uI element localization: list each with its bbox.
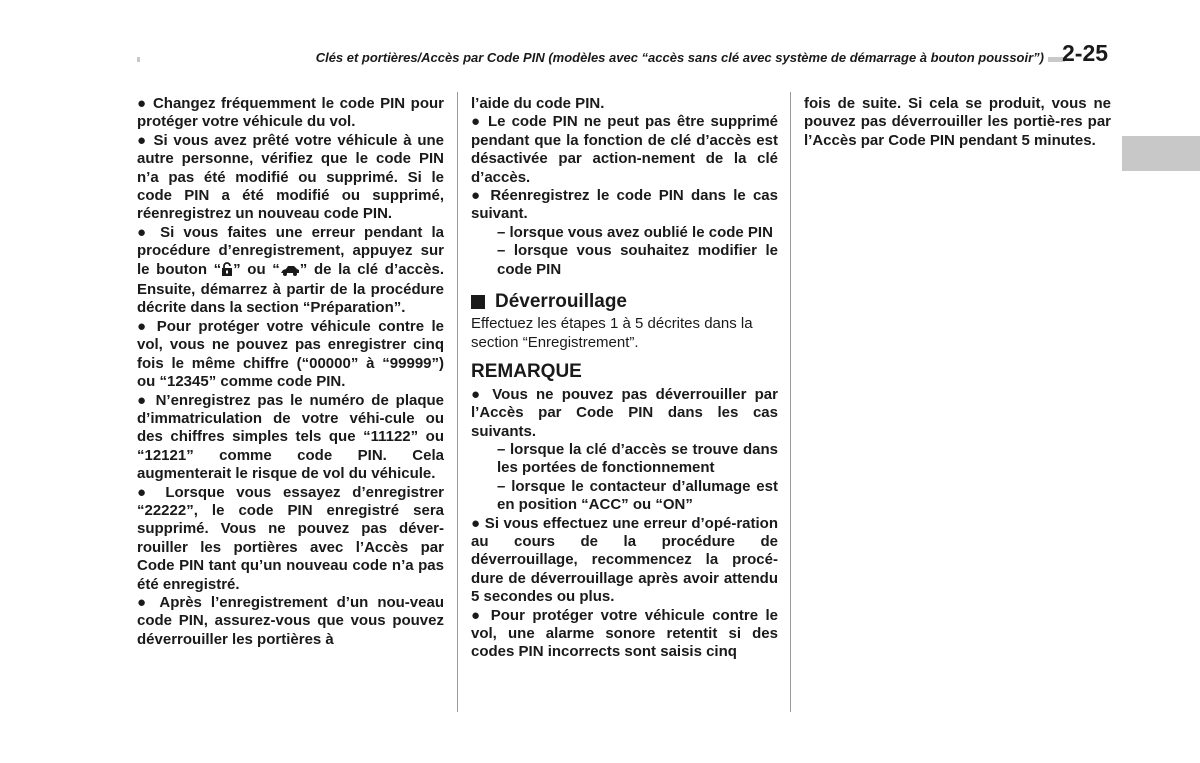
page-number: 2-25 — [1062, 40, 1109, 66]
column-2 — [471, 95, 778, 662]
header-title: Clés et portières/Accès par Code PIN (modèles avec “accès sans clé avec système de démarrage à bouton poussoir”) — [310, 50, 1048, 65]
bullet-error-text-b: ” ou “ — [233, 260, 280, 278]
bullet-cannot-unlock: ● Vous ne pouvez pas déverrouiller par l’Accès par Code PIN dans les cas suivants. — [471, 385, 778, 440]
section-title-text: Déverrouillage — [495, 291, 627, 313]
bullet-error-text-c: ” de la clé d’accès. Ensuite, démarrez à partir de la procédure décrite dans la section “Préparation”. — [137, 260, 444, 317]
sub-key-in-range: – lorsque la clé d’accès se trouve dans les portées de fonctionnement — [497, 440, 778, 477]
running-header — [140, 50, 1048, 65]
bullet-operation-error: ● Si vous effectuez une erreur d’opé-ration au cours de la procédure de déverrouillage, recommencez la procé-dure de déverrouillage après avoir attendu 5 secondes ou plus. — [471, 514, 778, 606]
continued-text: l’aide du code PIN. — [471, 95, 605, 112]
chapter-tab — [1122, 136, 1200, 171]
bullet-error-registration — [137, 224, 444, 318]
bullet-plate-number: ● N’enregistrez pas le numéro de plaque d’immatriculation de votre véhi-cule ou des chiffres simples tels que “11122” ou “12121” comme code PIN. Cela augmenterait le risque de vol du véhicule. — [137, 391, 444, 483]
bullet-22222: ● Lorsque vous essayez d’enregistrer “22222”, le code PIN enregistré sera supprimé. Vous ne pouvez pas déver-rouiller les portières avec l’Accès par Code PIN tant qu’un nouveau code n’a pas été enregistré. — [137, 483, 444, 593]
section-heading-unlock — [471, 293, 778, 311]
sub-ignition-acc-on: – lorsque le contacteur d’allumage est en position “ACC” ou “ON” — [497, 477, 778, 514]
section-body: Effectuez les étapes 1 à 5 décrites dans la section “Enregistrement”. — [471, 315, 753, 351]
column-divider-1 — [457, 92, 458, 712]
car-icon — [280, 263, 300, 281]
column-divider-2 — [790, 92, 791, 712]
bullet-lent-vehicle: ● Si vous avez prêté votre véhicule à une autre personne, vérifiez que le code PIN n’a pas été modifié ou supprimé. Si le code PIN a été modifié ou supprimé, réenregistrez un nouveau code PIN. — [137, 131, 444, 223]
column-3 — [804, 95, 1111, 150]
bullet-alarm: ● Pour protéger votre véhicule contre le vol, une alarme sonore retentit si des codes PIN incorrects sont saisis cinq — [471, 606, 778, 661]
bullet-error-text-a: ● Si vous faites une erreur pendant la procédure d’enregistrement, appuyez sur le bouton “ — [137, 223, 444, 278]
sub-forgot-pin: – lorsque vous avez oublié le code PIN — [497, 223, 773, 241]
bullet-after-registration: ● Après l’enregistrement d’un nou-veau code PIN, assurez-vous que vous pouvez déverrouiller les portières à — [137, 593, 444, 648]
column-1 — [137, 95, 444, 649]
bullet-change-pin: ● Changez fréquemment le code PIN pour protéger votre véhicule du vol. — [137, 95, 444, 131]
bullet-cannot-delete: ● Le code PIN ne peut pas être supprimé pendant que la fonction de clé d’accès est désactivée par action-nement de la clé d’accès. — [471, 113, 778, 186]
sub-modify-pin: – lorsque vous souhaitez modifier le code PIN — [497, 242, 778, 278]
bullet-reregister: ● Réenregistrez le code PIN dans le cas suivant. — [471, 187, 778, 223]
square-bullet-icon — [471, 295, 485, 309]
continued-alarm-text: fois de suite. Si cela se produit, vous ne pouvez pas déverrouiller les portiè-res par l’Accès par Code PIN pendant 5 minutes. — [804, 95, 1111, 149]
lock-icon — [221, 262, 233, 281]
bullet-same-digit: ● Pour protéger votre véhicule contre le vol, vous ne pouvez pas enregistrer cinq fois le même chiffre (“00000” à “99999”) ou “12345” comme code PIN. — [137, 317, 444, 391]
remarque-heading: REMARQUE — [471, 361, 582, 383]
